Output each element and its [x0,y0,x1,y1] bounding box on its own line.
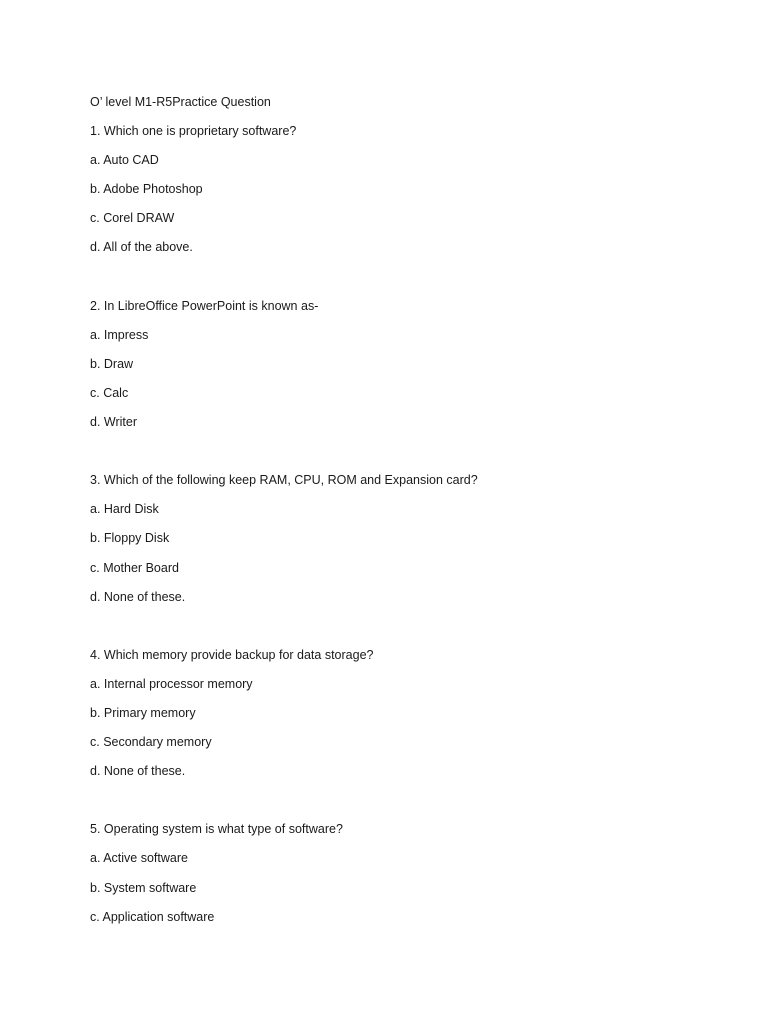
question-block-2 [90,297,730,442]
answer-option: a. Hard Disk [90,502,159,517]
question-block-4 [90,646,730,791]
question-text: 1. Which one is proprietary software? [90,124,297,139]
answer-option: a. Active software [90,851,188,866]
answer-option: c. Secondary memory [90,735,212,750]
answer-option: b. System software [90,880,197,895]
answer-option: b. Draw [90,356,134,371]
answer-option: d. Writer [90,415,137,430]
answer-option: d. None of these. [90,764,186,779]
question-text: 3. Which of the following keep RAM, CPU, ROM and Expansion card? [90,473,478,488]
question-block-5 [90,820,730,936]
answer-option: c. Mother Board [90,560,179,575]
answer-option: d. None of these. [90,589,186,604]
question-block-1 [90,122,730,267]
answer-option: a. Internal processor memory [90,676,253,691]
answer-option: b. Floppy Disk [90,531,170,546]
answer-option: a. Impress [90,327,149,342]
answer-option: c. Corel DRAW [90,211,175,226]
question-text: 4. Which memory provide backup for data storage? [90,647,374,662]
answer-option: c. Calc [90,385,129,400]
document-content [90,93,730,937]
answer-option: b. Adobe Photoshop [90,182,203,197]
document-title: O’ level M1-R5Practice Question [90,95,271,109]
answer-option: d. All of the above. [90,240,193,255]
answer-option: c. Application software [90,909,215,924]
answer-option: b. Primary memory [90,705,196,720]
answer-option: a. Auto CAD [90,153,159,168]
question-text: 5. Operating system is what type of software? [90,822,343,837]
question-block-3 [90,471,730,616]
question-text: 2. In LibreOffice PowerPoint is known as- [90,298,319,313]
